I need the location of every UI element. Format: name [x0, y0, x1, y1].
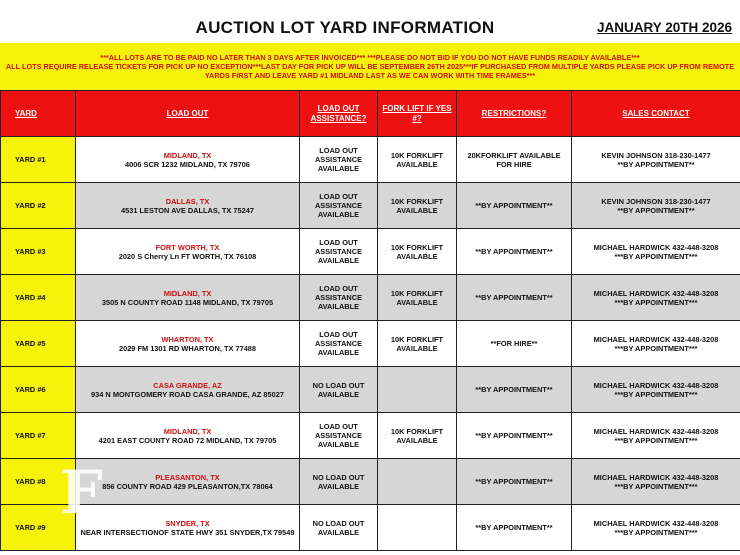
sales-contact-cell — [572, 321, 740, 367]
sales-contact-cell — [572, 137, 740, 183]
restrictions-cell: **BY APPOINTMENT** — [457, 459, 572, 505]
restrictions-cell: **BY APPOINTMENT** — [457, 275, 572, 321]
load-out-cell — [76, 137, 300, 183]
watermark-logo: F — [60, 458, 103, 528]
load-out-cell — [76, 321, 300, 367]
yard-cell: YARD #1 — [1, 137, 76, 183]
restrictions-cell: **FOR HIRE** — [457, 321, 572, 367]
assistance-cell: LOAD OUT ASSISTANCE AVAILABLE — [300, 137, 378, 183]
contact-name-phone: KEVIN JOHNSON 318-230-1477 — [601, 150, 711, 160]
restrictions-cell: **BY APPOINTMENT** — [457, 367, 572, 413]
column-header-sales-contact: SALES CONTACT — [572, 91, 740, 137]
forklift-cell: 10K FORKLIFT AVAILABLE — [378, 229, 457, 275]
forklift-cell: 10K FORKLIFT AVAILABLE — [378, 183, 457, 229]
contact-name-phone: MICHAEL HARDWICK 432-448-3208 — [593, 426, 719, 436]
yard-cell: YARD #5 — [1, 321, 76, 367]
yard-cell: YARD #8 — [1, 459, 76, 505]
page-date: JANUARY 20TH 2026 — [596, 20, 732, 35]
column-header-forklift: FORK LIFT IF YES #? — [378, 91, 457, 137]
contact-name-phone: MICHAEL HARDWICK 432-448-3208 — [593, 334, 719, 344]
yard-city: FORT WORTH, TX — [155, 242, 220, 252]
load-out-cell — [76, 275, 300, 321]
restrictions-cell: 20KFORKLIFT AVAILABLE FOR HIRE — [457, 137, 572, 183]
contact-name-phone: MICHAEL HARDWICK 432-448-3208 — [593, 288, 719, 298]
forklift-cell — [378, 459, 457, 505]
assistance-cell: NO LOAD OUT AVAILABLE — [300, 367, 378, 413]
contact-note: ***BY APPOINTMENT*** — [614, 251, 698, 261]
yard-cell: YARD #3 — [1, 229, 76, 275]
notice-line: YARDS FIRST AND LEAVE YARD #1 MIDLAND LAST AS WE CAN WORK WITH TIME FRAMES*** — [204, 71, 536, 80]
column-header-restrictions: RESTRICTIONS? — [457, 91, 572, 137]
yard-address: 3505 N COUNTY ROAD 1148 MIDLAND, TX 79705 — [101, 297, 274, 307]
assistance-cell: LOAD OUT ASSISTANCE AVAILABLE — [300, 275, 378, 321]
yard-cell: YARD #4 — [1, 275, 76, 321]
forklift-cell — [378, 367, 457, 413]
contact-name-phone: KEVIN JOHNSON 318-230-1477 — [601, 196, 711, 206]
contact-note: ***BY APPOINTMENT*** — [614, 481, 698, 491]
table-row — [1, 183, 740, 229]
table-row — [1, 229, 740, 275]
sales-contact-cell — [572, 459, 740, 505]
notice-line: ***ALL LOTS ARE TO BE PAID NO LATER THAN 3 DAYS AFTER INVOICED*** ***PLEASE DO NOT BID IF YOU DO NOT HAVE FUNDS READILY AVAILABLE*** — [100, 53, 640, 62]
yard-address: NEAR INTERSECTIONOF STATE HWY 351 SNYDER,TX 79549 — [80, 527, 295, 537]
yard-address: 2020 S Cherry Ln FT WORTH, TX 76108 — [118, 251, 257, 261]
load-out-cell — [76, 367, 300, 413]
restrictions-cell: **BY APPOINTMENT** — [457, 413, 572, 459]
contact-name-phone: MICHAEL HARDWICK 432-448-3208 — [593, 242, 719, 252]
table-header-row — [1, 91, 740, 137]
table-row — [1, 275, 740, 321]
assistance-cell: NO LOAD OUT AVAILABLE — [300, 505, 378, 551]
restrictions-cell: **BY APPOINTMENT** — [457, 505, 572, 551]
contact-note: ***BY APPOINTMENT*** — [614, 389, 698, 399]
assistance-cell: LOAD OUT ASSISTANCE AVAILABLE — [300, 183, 378, 229]
yard-address: 4201 EAST COUNTY ROAD 72 MIDLAND, TX 79705 — [98, 435, 277, 445]
table-row — [1, 321, 740, 367]
contact-note: **BY APPOINTMENT** — [617, 159, 695, 169]
yard-city: MIDLAND, TX — [163, 288, 212, 298]
contact-note: **BY APPOINTMENT** — [617, 205, 695, 215]
assistance-cell: LOAD OUT ASSISTANCE AVAILABLE — [300, 229, 378, 275]
contact-note: ***BY APPOINTMENT*** — [614, 435, 698, 445]
restrictions-cell: **BY APPOINTMENT** — [457, 229, 572, 275]
yard-cell: YARD #2 — [1, 183, 76, 229]
table-row — [1, 367, 740, 413]
sales-contact-cell — [572, 229, 740, 275]
yard-address: 4006 SCR 1232 MIDLAND, TX 79706 — [125, 159, 250, 169]
contact-name-phone: MICHAEL HARDWICK 432-448-3208 — [593, 380, 719, 390]
notice-line: ALL LOTS REQUIRE RELEASE TICKETS FOR PICK UP NO EXCEPTION***LAST DAY FOR PICK UP WILL BE SEPTEMBER 26TH 2025***IF PURCHASED FROM MULTIPLE YARDS PLEASE PICK UP FROM REMOTE — [5, 62, 735, 71]
load-out-cell — [76, 183, 300, 229]
contact-name-phone: MICHAEL HARDWICK 432-448-3208 — [593, 518, 719, 528]
yard-city: CASA GRANDE, AZ — [153, 380, 222, 390]
forklift-cell — [378, 505, 457, 551]
yard-address: 934 N MONTGOMERY ROAD CASA GRANDE, AZ 85027 — [91, 389, 284, 399]
assistance-cell: LOAD OUT ASSISTANCE AVAILABLE — [300, 413, 378, 459]
notice-banner — [0, 43, 740, 90]
yard-city: PLEASANTON, TX — [155, 472, 220, 482]
yard-city: MIDLAND, TX — [163, 150, 212, 160]
assistance-cell: LOAD OUT ASSISTANCE AVAILABLE — [300, 321, 378, 367]
column-header-assistance: LOAD OUT ASSISTANCE? — [300, 91, 378, 137]
sales-contact-cell — [572, 275, 740, 321]
yard-cell: YARD #9 — [1, 505, 76, 551]
table-row — [1, 137, 740, 183]
contact-note: ***BY APPOINTMENT*** — [614, 527, 698, 537]
contact-note: ***BY APPOINTMENT*** — [614, 297, 698, 307]
forklift-cell: 10K FORKLIFT AVAILABLE — [378, 137, 457, 183]
yard-city: WHARTON, TX — [161, 334, 214, 344]
yard-address: 856 COUNTY ROAD 429 PLEASANTON,TX 78064 — [102, 481, 273, 491]
assistance-cell: NO LOAD OUT AVAILABLE — [300, 459, 378, 505]
yard-city: SNYDER, TX — [165, 518, 210, 528]
sales-contact-cell — [572, 413, 740, 459]
yard-cell: YARD #6 — [1, 367, 76, 413]
column-header-yard: YARD — [1, 91, 76, 137]
restrictions-cell: **BY APPOINTMENT** — [457, 183, 572, 229]
sales-contact-cell — [572, 367, 740, 413]
load-out-cell — [76, 413, 300, 459]
yard-city: MIDLAND, TX — [163, 426, 212, 436]
yard-cell: YARD #7 — [1, 413, 76, 459]
table-row — [1, 413, 740, 459]
contact-name-phone: MICHAEL HARDWICK 432-448-3208 — [593, 472, 719, 482]
contact-note: ***BY APPOINTMENT*** — [614, 343, 698, 353]
sales-contact-cell — [572, 183, 740, 229]
column-header-load-out: LOAD OUT — [76, 91, 300, 137]
forklift-cell: 10K FORKLIFT AVAILABLE — [378, 321, 457, 367]
yard-address: 2029 FM 1301 RD WHARTON, TX 77488 — [118, 343, 257, 353]
sales-contact-cell — [572, 505, 740, 551]
forklift-cell: 10K FORKLIFT AVAILABLE — [378, 413, 457, 459]
forklift-cell: 10K FORKLIFT AVAILABLE — [378, 275, 457, 321]
title-bar — [0, 0, 740, 43]
load-out-cell — [76, 229, 300, 275]
yard-city: DALLAS, TX — [165, 196, 210, 206]
yard-address: 4531 LESTON AVE DALLAS, TX 75247 — [121, 205, 254, 215]
page-title: AUCTION LOT YARD INFORMATION — [195, 18, 495, 37]
